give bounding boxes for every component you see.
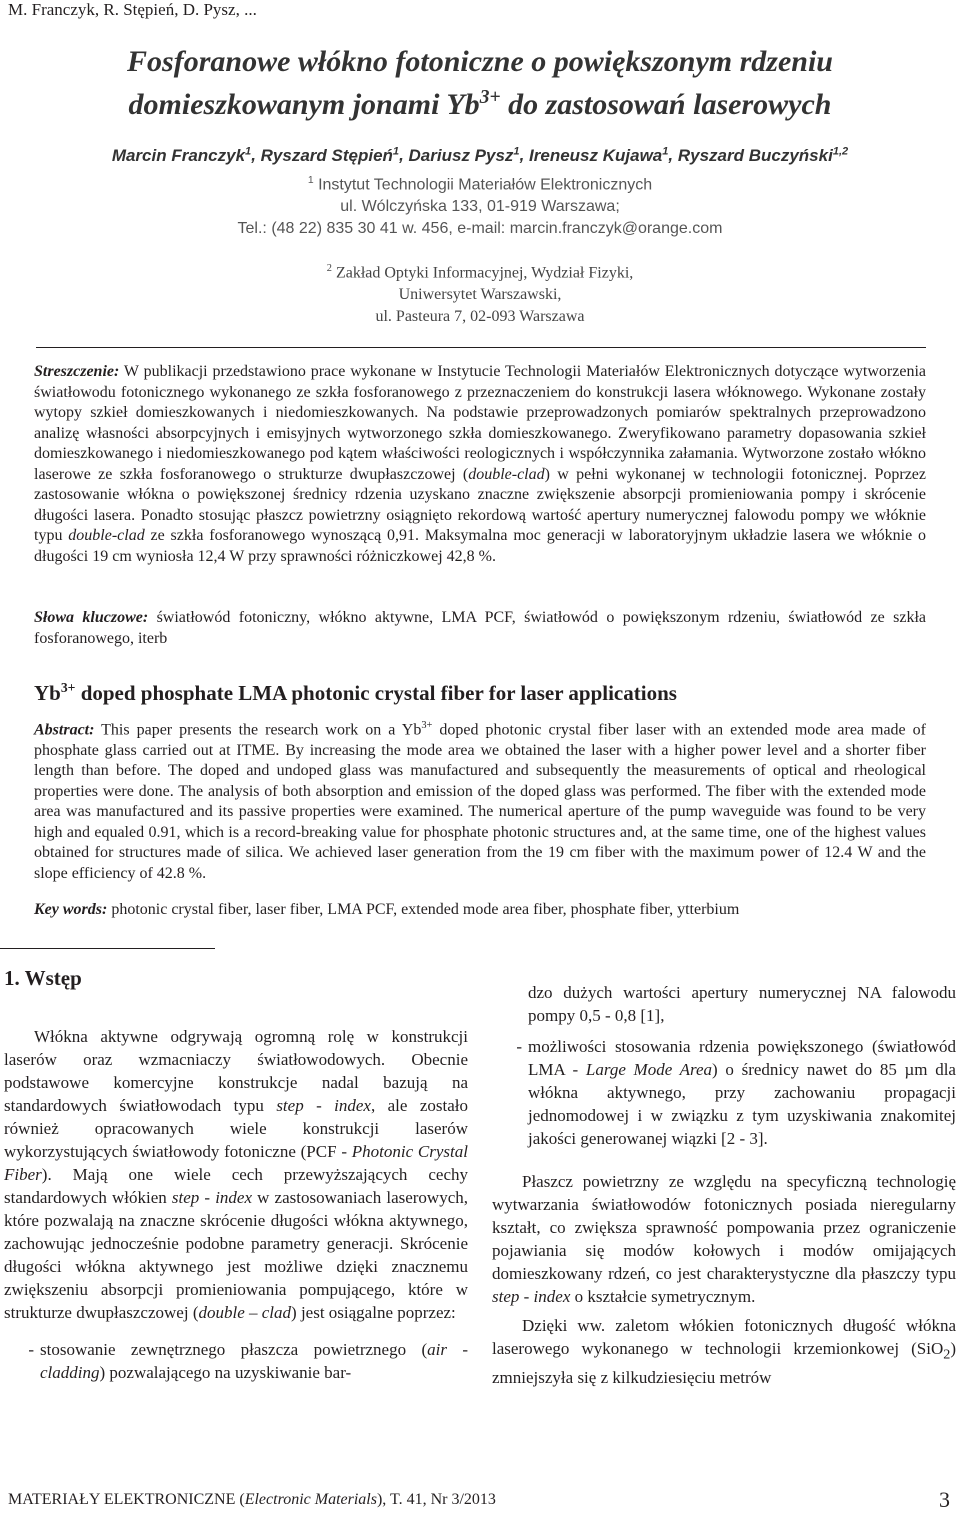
affiliation-2: $^2$ Zakład Optyki Informacyjnej, Wydział Fizyki, Uniwersytet Warszawski, ul. Pasteura 7, 02-093 Warszawa (326, 263, 634, 326)
intro-paragraph: Włókna aktywne odgrywają ogromną rolę w konstrukcji laserów oraz wzmacniaczy światłowodowych. Obecnie podstawowe komercyjne konstrukcje nadal bazują na standardowych światłowodach typu step - index, ale zostało również opracowanych wiele konstrukcji laserów wykorzystujących światłowody fotoniczne (PCF - Photonic Crystal Fiber). Mają one wiele cech przewyższających cechy standardowych włókien step - index w zastosowaniach laserowych, które pozwalają na znaczne skrócenie długości włókna aktywnego, zachowując jednocześnie podobne parametry generacji. Skrócenie długości włókna aktywnego jest możliwe dzięki znacznemu zwiększeniu absorpcji promieniowania pompującego, które w strukturze dwupłaszczowej (double – clad) jest osiągalne poprzez: (4, 1027, 469, 1322)
paper-title (60, 44, 900, 123)
paragraph: Płaszcz powietrzny ze względu na specyficzną technologię wytwarzania światłowodów fotonicznych posiada nieregularny kształt, co zwiększa sprawność pompowania przez ograniczenie pojawiania się modów kołowych i modów omijających domieszkowany rdzeń, co jest charakterystyczne dla płaszczy typu step - index o kształcie symetrycznym. (492, 1172, 956, 1306)
keywords-en: Key words: photonic crystal fiber, laser fiber, LMA PCF, extended mode area fiber, phosphate fiber, ytterbium (34, 901, 740, 918)
author: Ireneusz Kujawa$^1$ (529, 145, 669, 165)
abstract-pl-label: Streszczenie: (34, 363, 120, 380)
english-title: $Yb^{3+}$ doped phosphate LMA photonic crystal fiber for laser applications (34, 680, 677, 705)
left-column (4, 1025, 468, 1384)
section-title: 1. Wstęp (4, 966, 82, 990)
title-line-1: Fosforanowe włókno fotoniczne o powiększonym rdzeniu (127, 45, 833, 78)
author-list: Marcin Franczyk$^1$, Ryszard Stępień$^1$, Dariusz Pysz$^1$, Ireneusz Kujawa$^1$, Ryszard Buczyński$^{1,2}$ (111, 145, 849, 165)
paragraph: Dzięki ww. zaletom włókien fotonicznych długość włókna laserowego wykonanego w technologii krzemionkowej (SiO$_2$) zmniejszyła się z kilkudziesięciu metrów (492, 1316, 956, 1388)
journal-footer: MATERIAŁY ELEKTRONICZNE (Electronic Materials), T. 41, Nr 3/2013 (8, 1491, 496, 1508)
abstract-en: Abstract: This paper presents the research work on a $Yb^{3+}$ doped photonic crystal fiber laser with an extended mode area made of phosphate glass carried out at ITME. By increasing the mode area we obtained the laser with a higher power level and a shorter fiber length than before. The doped and undoped glass was manufactured and subsequently the measurements of optical and rheological properties were done. The analysis of both absorption and emission of the doped glass was performed. The fiber with the extended mode area was manufactured and its passive properties were examined. The numerical aperture of the pump waveguide was found to be very high and equaled 0.91, which is a record-breaking value for phosphate photonic structures and, at the same time, one of the highest values obtained for structures made of silica. We achieved laser generation from the 19 cm fiber with the maximum power of 12.4 W and the slope efficiency of 42.8 %. (34, 720, 926, 882)
author: Ryszard Stępień$^1$ (260, 145, 400, 165)
list-item: - stosowanie zewnętrznego płaszcza powietrznego (air - cladding) pozwalającego na uzyskiwanie bar- (28, 1340, 469, 1382)
running-head: M. Franczyk, R. Stępień, D. Pysz, ... (8, 0, 257, 19)
page-number: 3 (939, 1487, 950, 1512)
keywords-pl: Słowa kluczowe: światłowód fotoniczny, włókno aktywne, LMA PCF, światłowód o powiększonym rdzeniu, światłowód ze szkła fosforanowego, iterb (34, 609, 926, 647)
section-divider (0, 948, 215, 949)
author: Marcin Franczyk$^1$ (111, 145, 252, 165)
title-line-2: domieszkowanym jonami $Yb^{3+}$ do zastosowań laserowych (128, 87, 832, 121)
author: Ryszard Buczyński$^{1,2}$ (677, 145, 849, 165)
right-column (492, 981, 956, 1389)
abstract-pl: Streszczenie: W publikacji przedstawiono prace wykonane w Instytucie Technologii Materiałów Elektronicznych dotyczące wytworzenia światłowodu fotonicznego wykonanego ze szkła fosforanowego z przeznaczeniem do konstrukcji lasera włóknowego. Wykonane zostały wytopy szkieł domieszkowanych i niedomieszkowanych. Na podstawie przeprowadzonych pomiarów spektralnych przeprowadzono analizę własności absorpcyjnych i emisyjnych wytworzonego szkła domieszkowanego. Zweryfikowano parametry dopasowania szkieł domieszkowanego i niedomieszkowanego pod kątem właściwości reologicznych i współczynnika załamania. Wytworzone zostało włókno laserowe ze szkła fosforanowego o strukturze dwupłaszczowej (double-clad) w pełni wykonanej w technologii fotonicznej. Poprzez zastosowanie włókna o powiększonej średnicy rdzenia uzyskano znaczne zwiększenie absorpcji promieniowania pompy i skrócenie długości lasera. Ponadto stosując płaszcz powietrzny osiągnięto rekordową wartość apertury numerycznej falowodu pompy we włóknie typu double-clad ze szkła fosforanowego wynoszącą 0,91. Maksymalna moc generacji w laboratoryjnym układzie lasera we włóknie o długości 19 cm wyniosła 12,4 W przy sprawności różniczkowej 42,8 %. (34, 363, 927, 565)
affiliation-1: $^1$ Instytut Technologii Materiałów Elektronicznych ul. Wólczyńska 133, 01-919 Warszawa; Tel.: (48 22) 835 30 41 w. 456, e-mail: marcin.franczyk@orange.com (237, 175, 723, 238)
list-item-continuation: dzo dużych wartości apertury numerycznej NA falowodu pompy 0,5 - 0,8 [1], (528, 983, 956, 1025)
list-item: - możliwości stosowania rdzenia powiększonego (światłowód LMA - Large Mode Area) o średnicy nawet do 85 µm dla włókna aktywnego, przy zachowaniu propagacji jednomodowej i w związku z tym uzyskiwania znakomitej jakości generowanej wiązki [2 - 3]. (516, 1037, 956, 1148)
divider (36, 347, 926, 348)
author: Dariusz Pysz$^1$ (408, 145, 520, 165)
